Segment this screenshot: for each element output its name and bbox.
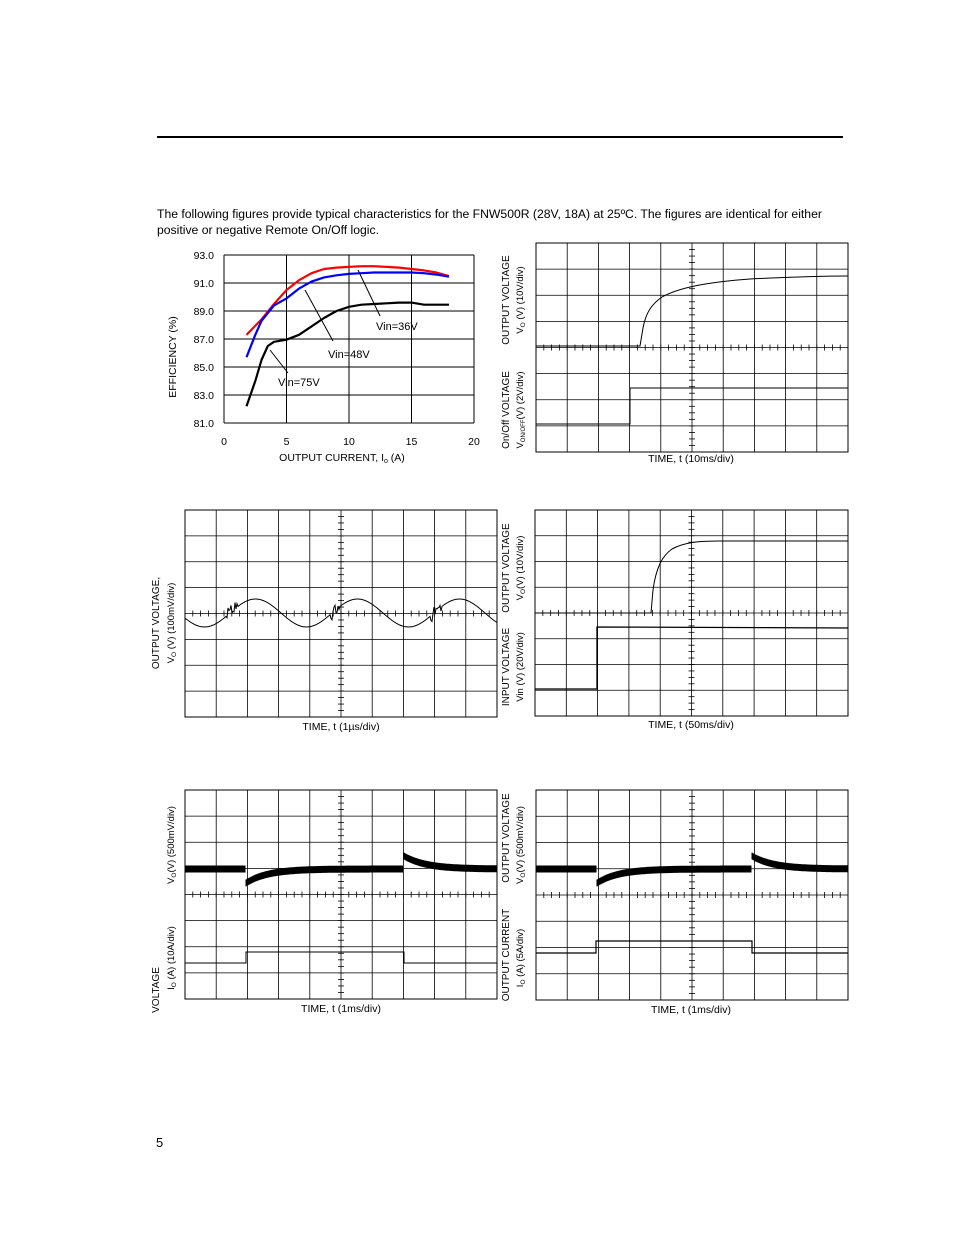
scope-transient-b-vout-scale: $V_O(V)$ (500mV/div): [515, 806, 527, 884]
efficiency-chart: [167, 250, 480, 465]
efficiency-x-tick: 20: [468, 436, 480, 448]
svg-text:Vin=75V: Vin=75V: [278, 377, 320, 389]
scope-transient-b-current-title: OUTPUT CURRENT: [501, 908, 512, 1002]
scope-input-vout-title: OUTPUT VOLTAGE: [501, 523, 512, 613]
efficiency-x-tick: 10: [343, 436, 355, 448]
efficiency-y-tick: 89.0: [193, 306, 214, 318]
efficiency-series: [247, 266, 450, 406]
scope-onoff-startup: [501, 243, 848, 465]
scope-onoff-vout-scale: $V_O$ (V) (10V/div): [515, 266, 527, 334]
scope-transient-a-time-label: TIME, t (1ms/div): [301, 1003, 381, 1015]
scope-transient-a-title: VOLTAGE: [151, 967, 162, 1013]
efficiency-y-tick: 83.0: [193, 390, 214, 402]
scope-transient-a-vout-scale: $V_O(V)$ (500mV/div): [166, 806, 178, 884]
scope-transient-b-current-scale: $I_O$ (A) (5A/div): [515, 928, 527, 988]
efficiency-y-tick: 91.0: [193, 278, 214, 290]
efficiency-y-axis-label: EFFICIENCY (%): [167, 316, 179, 398]
scope-ripple-title: OUTPUT VOLTAGE,: [151, 576, 162, 670]
scope-onoff-control-scale: $V_{ON/OFF}(V)$ (2V/div): [515, 371, 527, 449]
scope-onoff-vout-title: OUTPUT VOLTAGE: [501, 255, 512, 345]
scope-transient-a: [151, 790, 497, 1015]
efficiency-y-tick: 85.0: [193, 362, 214, 374]
page-number: 5: [156, 1135, 164, 1150]
scope-ripple-scale: $V_O$ (V) (100mV/div): [166, 582, 178, 664]
efficiency-x-tick: 0: [221, 436, 227, 448]
scope-transient-b: [501, 790, 848, 1016]
efficiency-annotation-75v: [270, 350, 320, 389]
scope-transient-b-vout-title: OUTPUT VOLTAGE: [501, 793, 512, 883]
efficiency-grid: [224, 255, 474, 423]
scope-input-vin-scale: Vin (V) (20V/div): [515, 632, 526, 702]
efficiency-y-tick: 93.0: [193, 250, 214, 262]
scope-transient-a-current-scale: $I_O$ (A) (10A/div): [166, 926, 178, 990]
scope-transient-b-vout-trace: [537, 853, 848, 887]
scope-input-vout-scale: $V_O(V)$ (10V/div): [515, 535, 527, 601]
intro-paragraph: The following figures provide typical characteristics for the FNW500R (28V, 18A) at 25ºC. The figures are identical for either positive or negative Remote On/Off logic.: [157, 207, 822, 237]
efficiency-x-axis-label: OUTPUT CURRENT, Io (A): [279, 452, 405, 465]
efficiency-x-tick: 15: [405, 436, 418, 448]
scope-onoff-control-title: On/Off VOLTAGE: [501, 371, 512, 449]
scope-transient-a-grid: [185, 790, 497, 999]
efficiency-y-tick: 81.0: [193, 418, 214, 430]
scope-ripple-time-label: TIME, t (1µs/div): [302, 721, 380, 733]
svg-text:Vin=48V: Vin=48V: [328, 349, 370, 361]
scope-input-vin-title: INPUT VOLTAGE: [501, 627, 512, 707]
scope-input-time-label: TIME, t (50ms/div): [648, 719, 734, 731]
efficiency-x-tick: 5: [283, 436, 290, 448]
scope-transient-b-time-label: TIME, t (1ms/div): [651, 1004, 731, 1016]
efficiency-y-tick: 87.0: [193, 334, 214, 346]
scope-ripple: [151, 510, 497, 733]
scope-input-startup: [501, 510, 848, 731]
efficiency-series-line-1: [247, 273, 450, 358]
scope-onoff-time-label: TIME, t (10ms/div): [648, 453, 734, 465]
scope-onoff-grid: [536, 243, 848, 452]
scope-transient-b-grid: [536, 790, 848, 1000]
svg-text:Vin=36V: Vin=36V: [376, 321, 418, 333]
efficiency-series-line-0: [247, 266, 450, 335]
trans-b-band-path: [537, 853, 848, 887]
